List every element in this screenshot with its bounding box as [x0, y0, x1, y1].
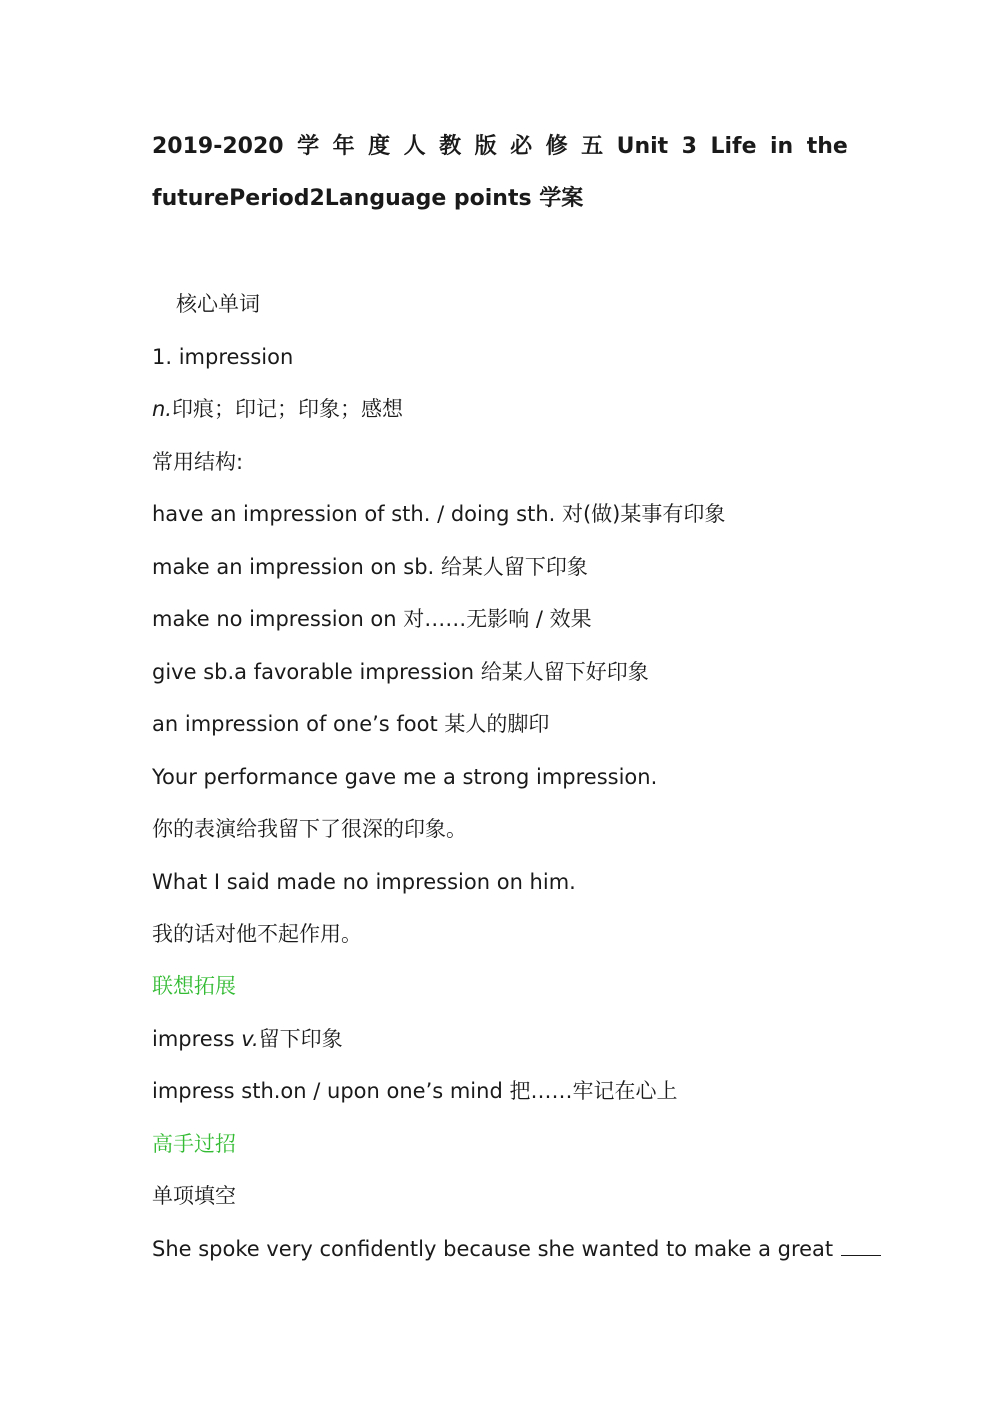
practice-subheading: 单项填空 [152, 1184, 236, 1208]
definition-line [152, 394, 403, 424]
structure-item: make no impression on 对……无影响 / 效果 [152, 607, 592, 631]
title-word: 学 [297, 134, 320, 159]
definition: 印痕；印记；印象；感想 [172, 397, 403, 421]
part-of-speech: n. [152, 397, 172, 421]
title-word: 年 [332, 134, 355, 159]
extension-item [152, 1024, 343, 1054]
title-word: 3 [681, 134, 697, 159]
practice-heading: 高手过招 [152, 1132, 236, 1156]
structures-label: 常用结构: [152, 450, 244, 474]
structure-item: make an impression on sb. 给某人留下印象 [152, 555, 588, 579]
example-translation: 我的话对他不起作用。 [152, 922, 362, 946]
extension-item: impress sth.on / upon one’s mind 把……牢记在心上 [152, 1079, 678, 1103]
title-word: 人 [403, 134, 426, 159]
title-word: Unit [616, 134, 669, 159]
title-word: 五 [581, 134, 604, 159]
title-word: 教 [439, 134, 462, 159]
title-word: Life [710, 134, 757, 159]
section-heading: 核心单词 [176, 292, 260, 316]
structure-item: have an impression of sth. / doing sth. 对(做)某事有印象 [152, 502, 726, 526]
title-word: 2019-2020 [152, 134, 284, 159]
headword: 1. impression [152, 345, 294, 369]
part-of-speech: v. [241, 1027, 259, 1051]
example-translation: 你的表演给我留下了很深的印象。 [152, 817, 467, 841]
document-title-line-2: futurePeriod2Language points 学案 [152, 186, 584, 211]
title-word: 必 [510, 134, 533, 159]
example-sentence: What I said made no impression on him. [152, 870, 576, 894]
extension-word: impress [152, 1027, 242, 1051]
title-word: in [770, 134, 794, 159]
title-word: the [806, 134, 848, 159]
title-word: 版 [474, 134, 497, 159]
structure-item: an impression of one’s foot 某人的脚印 [152, 712, 550, 736]
practice-question [152, 1234, 881, 1264]
document-title-line-1 [152, 132, 848, 162]
extension-meaning: 留下印象 [258, 1027, 343, 1051]
title-word: 修 [545, 134, 568, 159]
title-word: 度 [368, 134, 391, 159]
extension-heading: 联想拓展 [152, 974, 236, 998]
answer-blank [841, 1235, 881, 1256]
structure-item: give sb.a favorable impression 给某人留下好印象 [152, 660, 649, 684]
example-sentence: Your performance gave me a strong impression. [152, 765, 658, 789]
question-text: She spoke very confidently because she wanted to make a great [152, 1237, 834, 1261]
